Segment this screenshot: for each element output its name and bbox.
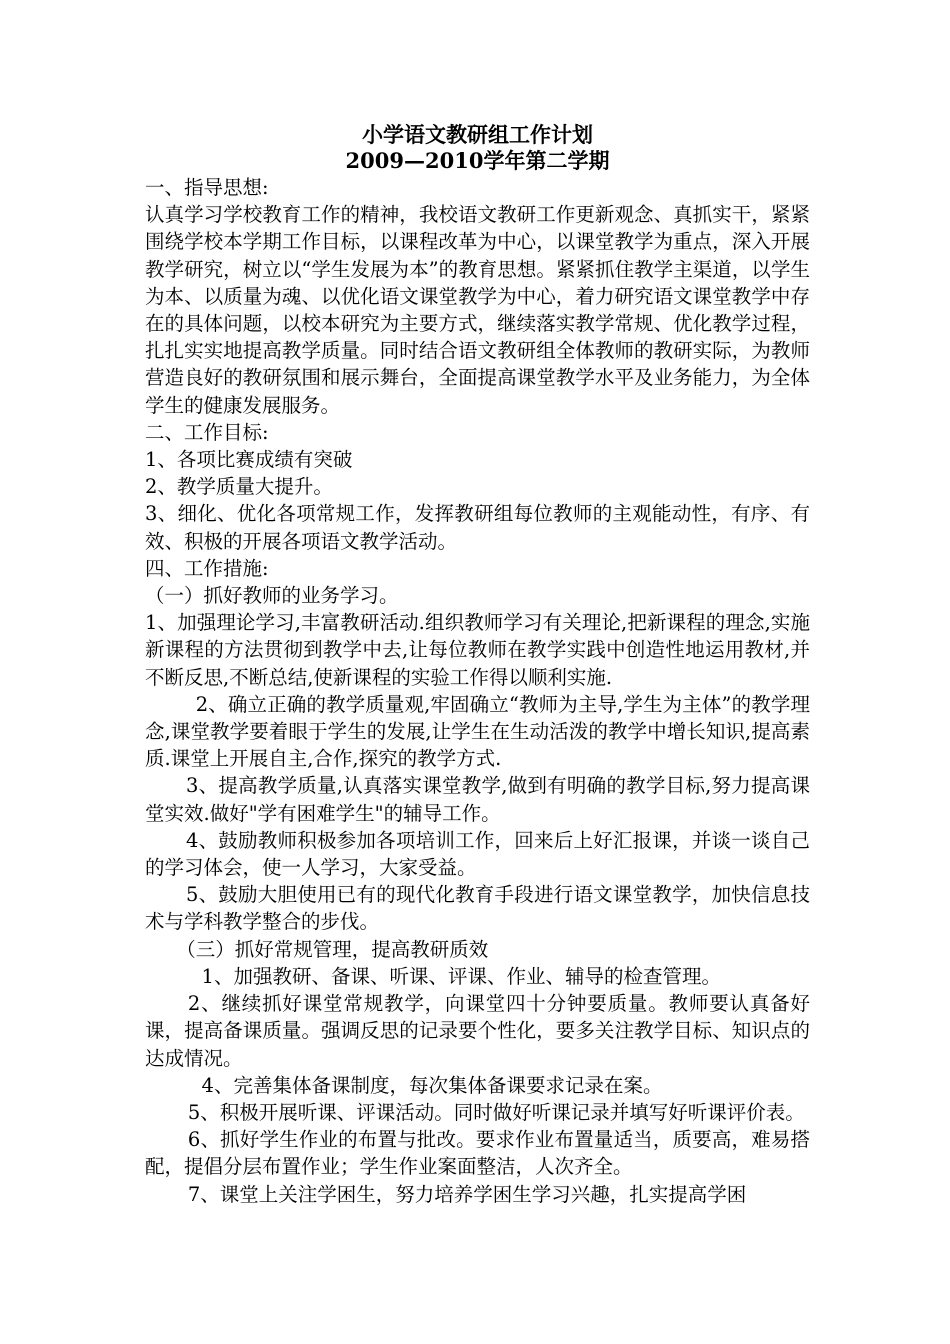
goal-item-2: 2、教学质量大提升。 xyxy=(145,475,333,499)
routine-item-7: 7、课堂上关注学困生，努力培养学困生学习兴趣，扎实提高学困 xyxy=(187,1182,747,1206)
routine-item-1: 1、加强教研、备课、听课、评课、作业、辅导的检查管理。 xyxy=(201,964,721,988)
measure-item-1: 1、加强理论学习,丰富教研活动.组织教师学习有关理论,把新课程的理念,实施新课程的方法贯彻到教学中去,让每位教师在教学实践中创造性地运用教材,并不断反思,不断总结,使新课程的实验工作得以顺利实施. xyxy=(145,611,810,689)
document-title: 小学语文教研组工作计划 xyxy=(362,122,593,147)
subsection-heading-1: （一）抓好教师的业务学习。 xyxy=(145,584,399,608)
subsection-heading-3: （三）抓好常规管理，提高教研质效 xyxy=(176,937,489,961)
measure-item-2: 2、确立正确的教学质量观,牢固确立“教师为主导,学生为主体”的教学理念,课堂教学要着眼于学生的发展,让学生在生动活泼的教学中增长知识,提高素质.课堂上开展自主,合作,探究的教学方式. xyxy=(145,692,810,771)
section-heading-work-measures: 四、工作措施: xyxy=(145,556,269,580)
document-subtitle: 2009—2010学年第二学期 xyxy=(345,148,610,173)
document-body xyxy=(145,122,810,1208)
measure-item-5: 5、鼓励大胆使用已有的现代化教育手段进行语文课堂教学，加快信息技术与学科教学整合的步伐。 xyxy=(145,883,810,934)
measure-item-3: 3、提高教学质量,认真落实课堂教学,做到有明确的教学目标,努力提高课堂实效.做好"学有困难学生"的辅导工作。 xyxy=(145,774,810,825)
section-heading-guiding-thought: 一、指导思想: xyxy=(145,176,269,199)
goal-item-3: 3、细化、优化各项常规工作，发挥教研组每位教师的主观能动性，有序、有效、积极的开展各项语文教学活动。 xyxy=(145,502,810,553)
routine-item-2: 2、继续抓好课堂常规教学，向课堂四十分钟要质量。教师要认真备好课，提高备课质量。强调反思的记录要个性化，要多关注教学目标、知识点的达成情况。 xyxy=(145,992,810,1070)
measure-item-4: 4、鼓励教师积极参加各项培训工作，回来后上好汇报课，并谈一谈自己的学习体会，使一人学习，大家受益。 xyxy=(145,828,810,880)
paragraph-guiding-thought: 认真学习学校教育工作的精神，我校语文教研工作更新观念、真抓实干，紧紧围绕学校本学期工作目标，以课程改革为中心，以课堂教学为重点，深入开展教学研究，树立以“学生发展为本”的教育思想。紧紧抓住教学主渠道，以学生为本、以质量为魂、以优化语文课堂教学为中心，着力研究语文课堂教学中存在的具体问题，以校本研究为主要方式，继续落实教学常规、优化教学过程，扎扎实实地提高教学质量。同时结合语文教研组全体教师的教研实际，为教师营造良好的教研氛围和展示舞台，全面提高课堂教学水平及业务能力，为全体学生的健康发展服务。 xyxy=(145,203,810,417)
routine-item-5: 5、积极开展听课、评课活动。同时做好听课记录并填写好听课评价表。 xyxy=(187,1100,805,1124)
section-heading-work-goals: 二、工作目标: xyxy=(145,420,269,444)
routine-item-4: 4、完善集体备课制度，每次集体备课要求记录在案。 xyxy=(201,1073,663,1097)
goal-item-1: 1、各项比赛成绩有突破 xyxy=(145,448,353,472)
routine-item-6: 6、抓好学生作业的布置与批改。要求作业布置量适当，质要高，难易搭配，提倡分层布置作业；学生作业案面整洁，人次齐全。 xyxy=(145,1128,810,1179)
